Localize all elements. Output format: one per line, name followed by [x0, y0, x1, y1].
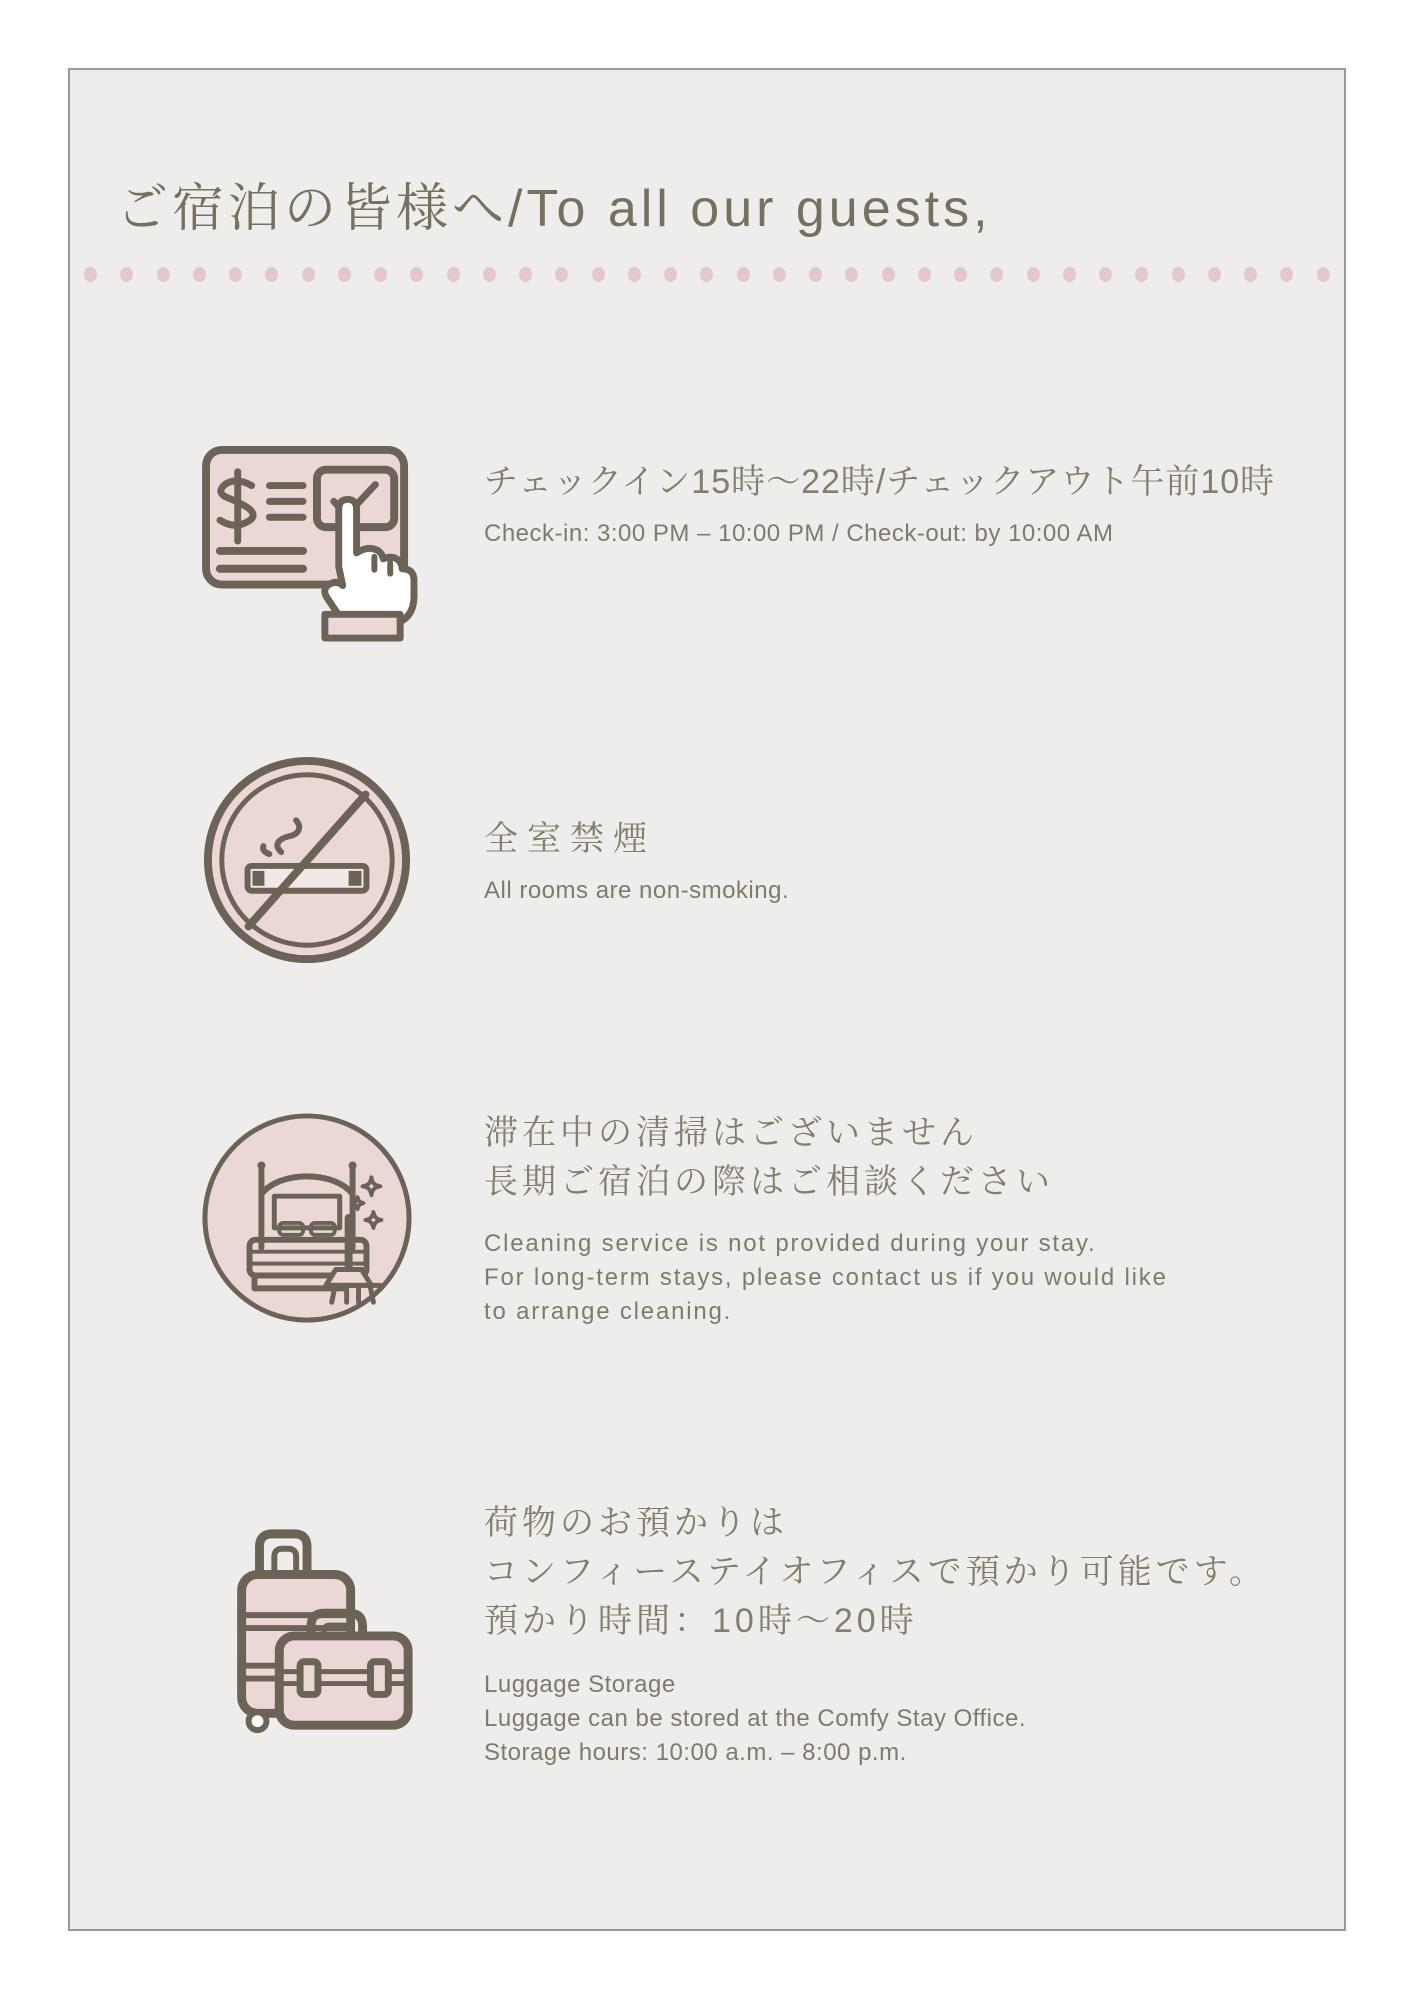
luggage-jp-text-1: 荷物のお預かりは	[484, 1504, 788, 1542]
luggage-en-text-3: Storage hours: 10:00 a.m. – 8:00 p.m.	[484, 1739, 907, 1766]
cleaning-jp-text-2: 長期ご宿泊の際はご相談ください	[484, 1163, 1054, 1201]
checkin-jp-text: チェックイン15時〜22時/チェックアウト午前10時	[484, 463, 1276, 501]
section-checkin	[70, 440, 1344, 643]
luggage-icon	[198, 1521, 426, 1744]
section-luggage	[70, 1499, 1344, 1770]
checkin-en-text: Check-in: 3:00 PM – 10:00 PM / Check-out: by 10:00 AM	[484, 520, 1114, 547]
no-smoking-jp-text: 全室禁煙	[484, 820, 656, 858]
section-cleaning	[70, 1109, 1344, 1329]
luggage-jp-text-3: 預かり時間：10時〜20時	[484, 1602, 918, 1640]
section-no-smoking	[70, 751, 1344, 969]
bed-cleaning-icon	[198, 1109, 426, 1327]
dotted-divider	[70, 267, 1344, 282]
no-smoking-text	[484, 751, 789, 908]
cleaning-en-text-1: Cleaning service is not provided during your stay.	[484, 1230, 1097, 1257]
payment-card-hand-icon	[198, 440, 426, 643]
cleaning-text	[484, 1109, 1168, 1329]
cleaning-jp-text-1: 滞在中の清掃はございません	[484, 1114, 978, 1152]
cleaning-en-text-2: For long-term stays, please contact us if you would like	[484, 1264, 1168, 1291]
checkin-text	[484, 440, 1275, 551]
luggage-text	[484, 1499, 1267, 1770]
page-title: ご宿泊の皆様へ/To all our guests,	[116, 180, 992, 238]
no-smoking-en-text: All rooms are non-smoking.	[484, 877, 790, 904]
guest-notice-poster	[68, 68, 1346, 1931]
no-smoking-icon	[198, 751, 426, 969]
luggage-jp-text-2: コンフィーステイオフィスで預かり可能です。	[484, 1553, 1268, 1591]
luggage-en-text-2: Luggage can be stored at the Comfy Stay Office.	[484, 1705, 1027, 1732]
cleaning-en-text-3: to arrange cleaning.	[484, 1298, 733, 1325]
luggage-en-text-1: Luggage Storage	[484, 1671, 676, 1698]
